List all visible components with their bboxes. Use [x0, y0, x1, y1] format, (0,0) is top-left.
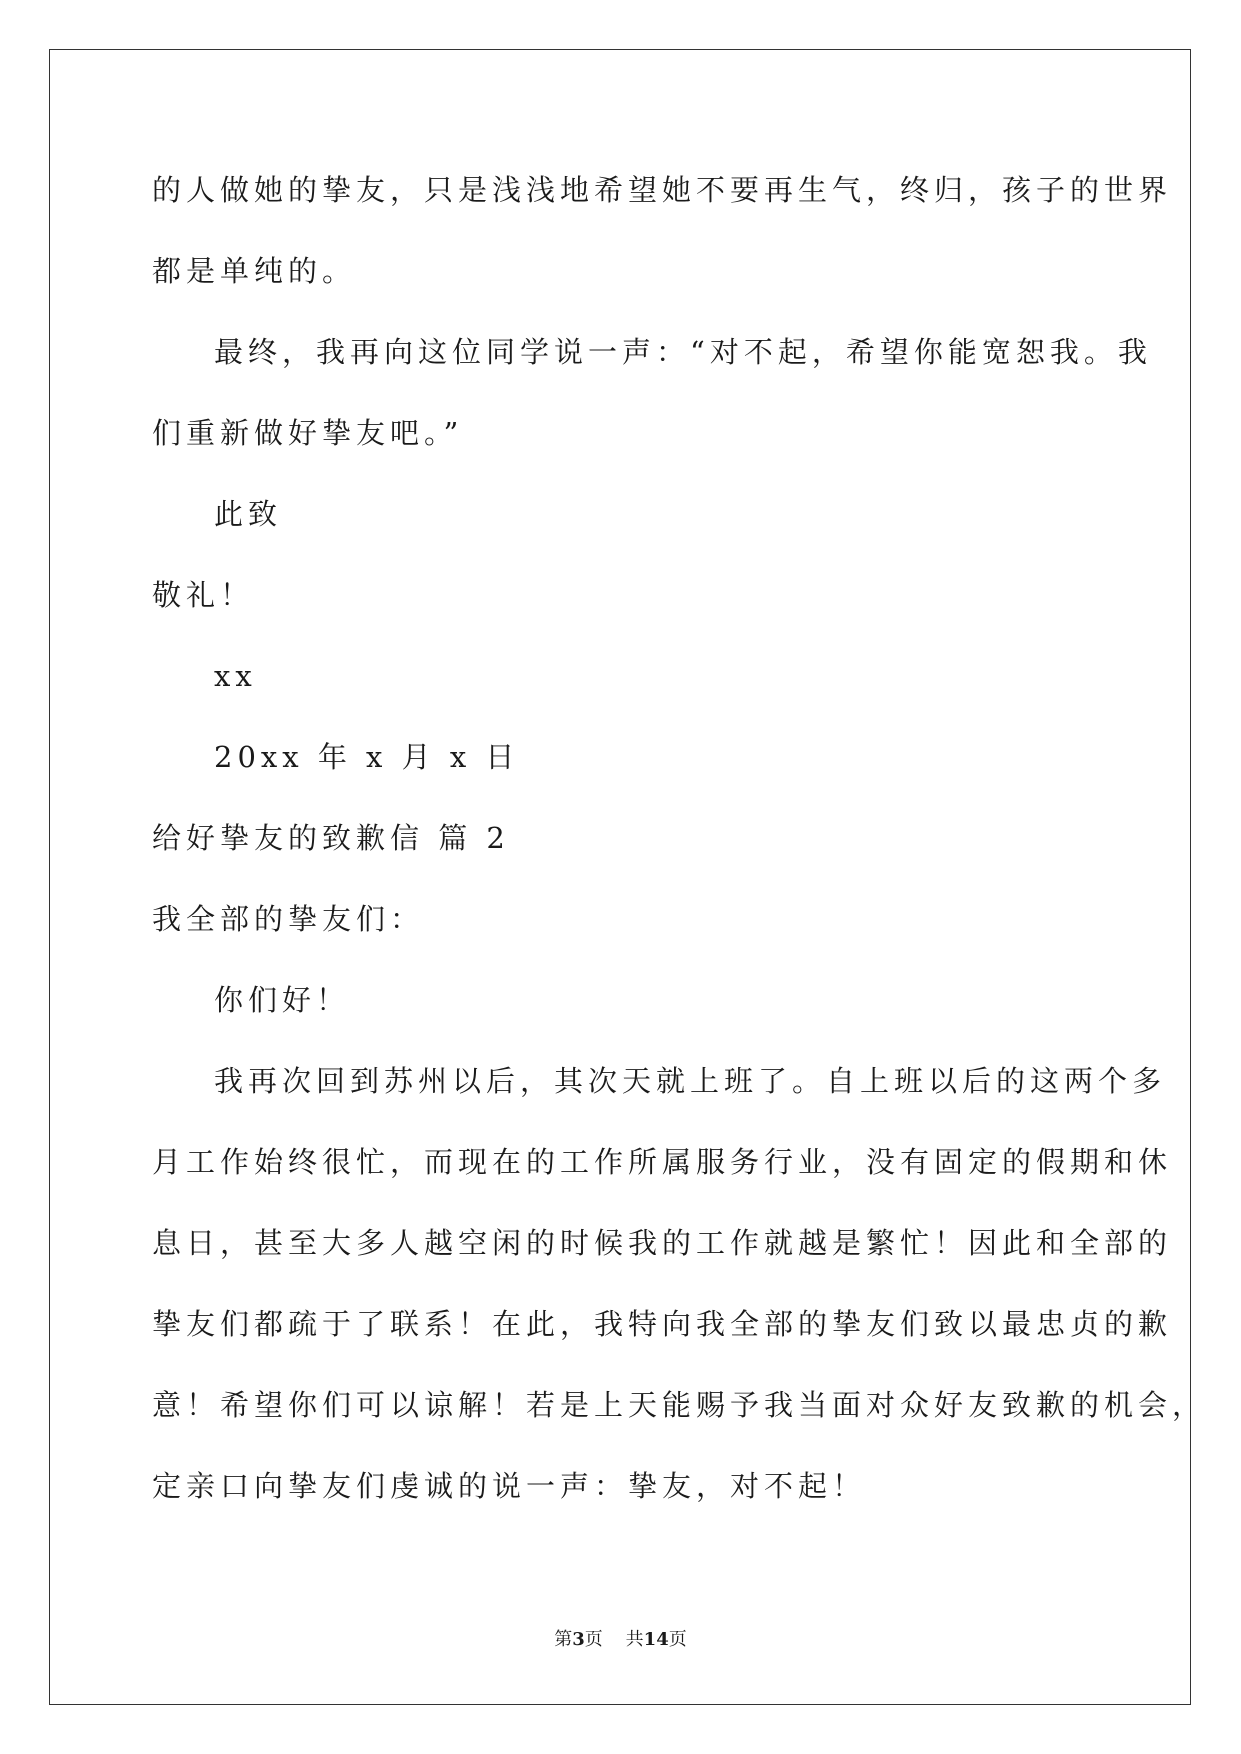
- footer-total-unit: 页: [668, 1629, 687, 1650]
- paragraph-line: 定亲口向挚友们虔诚的说一声：挚友，对不起！: [152, 1469, 867, 1503]
- letter-greeting: 我全部的挚友们：: [152, 902, 425, 936]
- paragraph-line: 们重新做好挚友吧。”: [152, 416, 464, 450]
- paragraph-line: 月工作始终很忙，而现在的工作所属服务行业，没有固定的假期和休: [152, 1145, 1173, 1179]
- footer-page-unit: 页: [584, 1629, 603, 1650]
- footer-total-prefix: 共: [625, 1629, 644, 1650]
- paragraph-line: 最终，我再向这位同学说一声：“对不起，希望你能宽恕我。我: [214, 335, 1152, 369]
- closing-regards: 敬礼！: [152, 578, 255, 612]
- greeting-line: 你们好！: [214, 983, 351, 1017]
- paragraph-line: 都是单纯的。: [152, 254, 357, 288]
- footer-prefix: 第: [554, 1629, 573, 1650]
- paragraph-line: 意！希望你们可以谅解！若是上天能赐予我当面对众好友致歉的机会，: [152, 1388, 1207, 1422]
- page-border: [49, 49, 1191, 1705]
- paragraph-line: 的人做她的挚友，只是浅浅地希望她不要再生气，终归，孩子的世界: [152, 173, 1173, 207]
- current-page-number: 3: [572, 1629, 585, 1650]
- signature-date: 20xx 年 x 月 x 日: [214, 740, 520, 774]
- paragraph-line: 挚友们都疏于了联系！在此，我特向我全部的挚友们致以最忠贞的歉: [152, 1307, 1173, 1341]
- page-footer: [0, 1628, 1241, 1652]
- signature-name: xx: [214, 659, 257, 693]
- closing-salutation: 此致: [214, 497, 283, 531]
- total-pages-number: 14: [643, 1629, 669, 1650]
- paragraph-line: 息日，甚至大多人越空闲的时候我的工作就越是繁忙！因此和全部的: [152, 1226, 1173, 1260]
- paragraph-line: 我再次回到苏州以后，其次天就上班了。自上班以后的这两个多: [214, 1064, 1167, 1098]
- section-heading: 给好挚友的致歉信 篇 2: [152, 821, 510, 855]
